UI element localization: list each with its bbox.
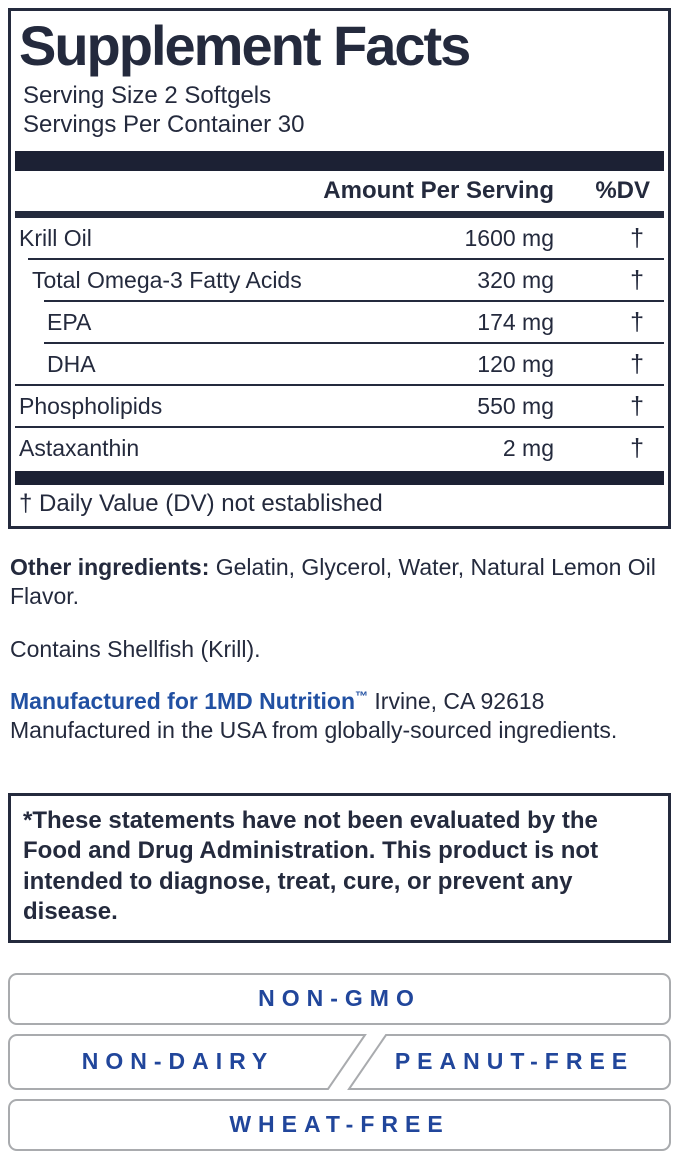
ingredient-amount: 320 mg [477,266,554,293]
ingredient-amount: 120 mg [477,350,554,377]
ingredient-amount: 1600 mg [464,224,554,251]
ingredient-amount: 550 mg [477,392,554,419]
ingredient-name: Phospholipids [19,392,163,419]
table-header-row [15,171,664,211]
divider-bar-bottom [15,471,664,485]
badge-split-row [8,1034,671,1090]
manufacturer-block [10,687,669,745]
manufacturer-name: Manufactured for 1MD Nutrition [10,688,355,715]
divider-bar-top [15,151,664,171]
ingredient-name: Astaxanthin [19,434,140,461]
badge-list [8,973,671,1151]
dv-footnote: † Daily Value (DV) not established [19,490,383,518]
ingredient-dv: † [630,265,644,294]
allergen-statement: Contains Shellfish (Krill). [10,635,261,662]
ingredient-dv: † [630,223,644,252]
badge-non-dairy-label: NON-DAIRY [81,1048,275,1075]
ingredient-dv: † [630,307,644,336]
fda-disclaimer-box: *These statements have not been evaluated by the Food and Drug Administration. This product is not intended to diagnose, treat, cure, or prevent any disease. [8,793,671,943]
ingredient-dv: † [630,391,644,420]
manufacturer-location: Irvine, CA 92618 [374,688,545,715]
table-row [15,260,664,300]
badge-peanut-free-label: PEANUT-FREE [394,1048,635,1075]
table-row [15,344,664,384]
ingredient-name: EPA [47,308,92,335]
ingredient-amount: 2 mg [502,434,554,461]
badge-non-gmo-label: NON-GMO [258,985,421,1012]
table-row [15,218,664,258]
ingredient-dv: † [630,433,644,462]
amount-per-serving-header: Amount Per Serving [323,177,554,205]
supplement-facts-panel [8,8,671,529]
badge-non-gmo [8,973,671,1025]
servings-per-container: Servings Per Container 30 [23,110,305,138]
other-ingredients-label: Other ingredients: [10,554,210,581]
table-row [15,386,664,426]
trademark-symbol: ™ [355,688,368,704]
panel-title: Supplement Facts [19,14,470,77]
serving-size: Serving Size 2 Softgels [23,81,272,109]
other-ingredients-value: Gelatin, Glycerol, Water, Natural Lemon Oil Flavor. [10,554,656,609]
thick-rule [15,211,664,218]
percent-dv-header: %DV [595,177,650,205]
manufacturer-origin: Manufactured in the USA from globally-sourced ingredients. [10,717,618,744]
badge-wheat-free-label: WHEAT-FREE [229,1111,450,1138]
ingredient-name: Total Omega-3 Fatty Acids [32,266,302,293]
badge-wheat-free [8,1099,671,1151]
ingredient-name: DHA [47,350,96,377]
other-ingredients [10,553,669,611]
ingredient-name: Krill Oil [19,224,92,251]
ingredient-amount: 174 mg [477,308,554,335]
ingredient-dv: † [630,349,644,378]
table-row [15,302,664,342]
table-row [15,428,664,468]
